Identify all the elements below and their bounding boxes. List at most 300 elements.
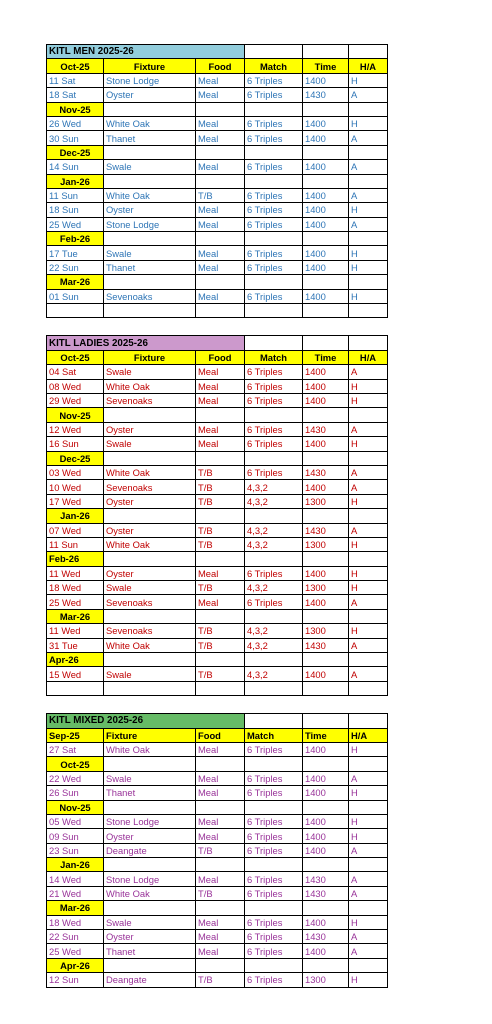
- fixture-fixture-cell: Swale: [104, 771, 196, 785]
- month-row: [47, 800, 388, 814]
- fixture-date-cell: 22 Sun: [47, 260, 104, 274]
- fixture-match-cell: 4,3,2: [245, 537, 303, 551]
- month-label: Jan-26: [47, 858, 104, 872]
- fixture-date-cell: 29 Wed: [47, 393, 104, 407]
- column-header: Match: [245, 59, 303, 73]
- fixture-ha-cell: A: [349, 465, 388, 479]
- fixture-fixture-cell: Stone Lodge: [104, 73, 196, 87]
- fixture-time-cell: 1400: [303, 131, 349, 145]
- fixture-row: [47, 393, 388, 407]
- fixture-match-cell: 6 Triples: [245, 188, 303, 202]
- fixture-food-cell: T/B: [196, 843, 245, 857]
- fixture-time-cell: 1400: [303, 944, 349, 958]
- empty-cell: [349, 653, 388, 667]
- fixture-match-cell: 6 Triples: [245, 246, 303, 260]
- fixture-fixture-cell: White Oak: [104, 465, 196, 479]
- fixture-match-cell: 4,3,2: [245, 667, 303, 681]
- month-row: [47, 145, 388, 159]
- empty-cell: [104, 174, 196, 188]
- fixture-row: [47, 786, 388, 800]
- fixture-ha-cell: H: [349, 116, 388, 130]
- empty-cell: [303, 901, 349, 915]
- fixture-food-cell: Meal: [196, 289, 245, 303]
- empty-cell: [349, 800, 388, 814]
- fixture-ha-cell: H: [349, 814, 388, 828]
- empty-cell: [245, 336, 303, 350]
- fixture-ha-cell: A: [349, 422, 388, 436]
- column-header: Fixture: [104, 728, 196, 742]
- fixture-ha-cell: A: [349, 523, 388, 537]
- fixture-date-cell: 25 Wed: [47, 595, 104, 609]
- fixture-food-cell: T/B: [196, 523, 245, 537]
- fixture-date-cell: 27 Sat: [47, 742, 104, 756]
- fixture-food-cell: Meal: [196, 88, 245, 102]
- fixture-match-cell: 6 Triples: [245, 973, 303, 987]
- fixture-date-cell: 11 Sat: [47, 73, 104, 87]
- month-label: Mar-26: [47, 609, 104, 623]
- empty-cell: [104, 509, 196, 523]
- month-row: [47, 174, 388, 188]
- fixture-match-cell: 6 Triples: [245, 88, 303, 102]
- fixture-food-cell: Meal: [196, 131, 245, 145]
- fixture-match-cell: 6 Triples: [245, 742, 303, 756]
- empty-cell: [196, 757, 245, 771]
- section-gap: [47, 318, 388, 336]
- fixture-fixture-cell: Sevenoaks: [104, 595, 196, 609]
- empty-cell: [303, 232, 349, 246]
- fixture-food-cell: Meal: [196, 217, 245, 231]
- fixture-time-cell: 1400: [303, 203, 349, 217]
- month-row: [47, 858, 388, 872]
- fixture-fixture-cell: Deangate: [104, 973, 196, 987]
- empty-cell: [303, 275, 349, 289]
- fixture-food-cell: Meal: [196, 742, 245, 756]
- empty-cell: [245, 232, 303, 246]
- empty-cell: [303, 451, 349, 465]
- fixture-time-cell: 1400: [303, 843, 349, 857]
- blank-row: [47, 304, 388, 318]
- empty-cell: [196, 552, 245, 566]
- empty-cell: [245, 451, 303, 465]
- fixture-match-cell: 4,3,2: [245, 638, 303, 652]
- empty-cell: [104, 408, 196, 422]
- fixture-time-cell: 1400: [303, 771, 349, 785]
- fixture-time-cell: 1400: [303, 188, 349, 202]
- fixture-row: [47, 814, 388, 828]
- fixture-date-cell: 05 Wed: [47, 814, 104, 828]
- fixture-row: [47, 379, 388, 393]
- month-row: [47, 451, 388, 465]
- fixture-date-cell: 15 Wed: [47, 667, 104, 681]
- empty-cell: [245, 275, 303, 289]
- empty-cell: [245, 552, 303, 566]
- fixture-ha-cell: A: [349, 843, 388, 857]
- fixture-row: [47, 886, 388, 900]
- empty-cell: [196, 408, 245, 422]
- empty-cell: [47, 681, 104, 695]
- fixture-match-cell: 6 Triples: [245, 260, 303, 274]
- fixture-fixture-cell: Oyster: [104, 203, 196, 217]
- fixture-row: [47, 203, 388, 217]
- fixture-row: [47, 116, 388, 130]
- section-title: KITL MIXED 2025-26: [47, 714, 245, 728]
- section-header-row: [47, 350, 388, 364]
- empty-cell: [245, 45, 303, 59]
- fixture-ha-cell: H: [349, 915, 388, 929]
- fixture-time-cell: 1400: [303, 814, 349, 828]
- fixture-food-cell: T/B: [196, 494, 245, 508]
- fixture-time-cell: 1400: [303, 116, 349, 130]
- fixture-sheet: [46, 44, 387, 988]
- blank-row: [47, 681, 388, 695]
- empty-cell: [104, 275, 196, 289]
- empty-cell: [196, 901, 245, 915]
- fixture-match-cell: 6 Triples: [245, 843, 303, 857]
- fixture-date-cell: 31 Tue: [47, 638, 104, 652]
- fixture-food-cell: Meal: [196, 365, 245, 379]
- fixture-ha-cell: H: [349, 203, 388, 217]
- fixture-match-cell: 6 Triples: [245, 872, 303, 886]
- empty-cell: [245, 304, 303, 318]
- empty-cell: [245, 408, 303, 422]
- fixture-food-cell: Meal: [196, 930, 245, 944]
- fixture-match-cell: 6 Triples: [245, 944, 303, 958]
- fixture-row: [47, 915, 388, 929]
- month-label: Feb-26: [47, 552, 104, 566]
- fixture-date-cell: 14 Sun: [47, 160, 104, 174]
- empty-cell: [349, 304, 388, 318]
- fixture-row: [47, 246, 388, 260]
- fixture-match-cell: 6 Triples: [245, 930, 303, 944]
- fixture-ha-cell: H: [349, 379, 388, 393]
- fixture-food-cell: Meal: [196, 829, 245, 843]
- fixture-ha-cell: H: [349, 494, 388, 508]
- fixture-date-cell: 17 Tue: [47, 246, 104, 260]
- fixture-match-cell: 6 Triples: [245, 131, 303, 145]
- fixture-time-cell: 1430: [303, 88, 349, 102]
- fixture-date-cell: 12 Wed: [47, 422, 104, 436]
- fixture-date-cell: 07 Wed: [47, 523, 104, 537]
- fixture-row: [47, 624, 388, 638]
- month-label: Oct-25: [47, 757, 104, 771]
- empty-cell: [349, 451, 388, 465]
- empty-cell: [303, 304, 349, 318]
- section-title-row: [47, 45, 388, 59]
- fixture-ha-cell: A: [349, 886, 388, 900]
- fixture-food-cell: T/B: [196, 581, 245, 595]
- fixture-ha-cell: H: [349, 829, 388, 843]
- fixture-match-cell: 4,3,2: [245, 494, 303, 508]
- month-label: Apr-26: [47, 958, 104, 972]
- month-row: [47, 901, 388, 915]
- fixture-time-cell: 1300: [303, 581, 349, 595]
- empty-cell: [245, 509, 303, 523]
- fixture-ha-cell: H: [349, 289, 388, 303]
- empty-cell: [245, 609, 303, 623]
- fixture-row: [47, 289, 388, 303]
- empty-cell: [349, 145, 388, 159]
- fixture-time-cell: 1430: [303, 872, 349, 886]
- header-month: Sep-25: [47, 728, 104, 742]
- fixture-match-cell: 6 Triples: [245, 393, 303, 407]
- fixture-fixture-cell: Thanet: [104, 786, 196, 800]
- month-row: [47, 653, 388, 667]
- empty-cell: [104, 451, 196, 465]
- fixture-date-cell: 11 Wed: [47, 566, 104, 580]
- fixture-ha-cell: A: [349, 480, 388, 494]
- fixture-food-cell: T/B: [196, 465, 245, 479]
- fixture-time-cell: 1400: [303, 379, 349, 393]
- fixture-match-cell: 4,3,2: [245, 523, 303, 537]
- fixture-fixture-cell: Oyster: [104, 829, 196, 843]
- fixture-time-cell: 1430: [303, 422, 349, 436]
- fixture-date-cell: 17 Wed: [47, 494, 104, 508]
- fixture-time-cell: 1400: [303, 260, 349, 274]
- month-label: Feb-26: [47, 232, 104, 246]
- fixture-date-cell: 03 Wed: [47, 465, 104, 479]
- empty-cell: [245, 858, 303, 872]
- column-header: Match: [245, 350, 303, 364]
- fixture-row: [47, 260, 388, 274]
- empty-cell: [245, 958, 303, 972]
- empty-cell: [104, 102, 196, 116]
- fixture-fixture-cell: Sevenoaks: [104, 480, 196, 494]
- empty-cell: [349, 609, 388, 623]
- month-label: Jan-26: [47, 509, 104, 523]
- empty-cell: [349, 102, 388, 116]
- column-header: Food: [196, 59, 245, 73]
- fixture-food-cell: Meal: [196, 73, 245, 87]
- fixture-food-cell: T/B: [196, 886, 245, 900]
- gap-cell: [47, 318, 388, 336]
- empty-cell: [245, 714, 303, 728]
- fixture-fixture-cell: Swale: [104, 437, 196, 451]
- empty-cell: [303, 609, 349, 623]
- empty-cell: [245, 901, 303, 915]
- empty-cell: [196, 509, 245, 523]
- fixture-match-cell: 6 Triples: [245, 915, 303, 929]
- fixture-date-cell: 14 Wed: [47, 872, 104, 886]
- fixture-time-cell: 1300: [303, 624, 349, 638]
- column-header: Time: [303, 59, 349, 73]
- fixture-food-cell: T/B: [196, 537, 245, 551]
- month-row: [47, 509, 388, 523]
- fixture-time-cell: 1400: [303, 786, 349, 800]
- column-header: Food: [196, 350, 245, 364]
- fixture-food-cell: Meal: [196, 393, 245, 407]
- empty-cell: [303, 958, 349, 972]
- fixture-fixture-cell: Sevenoaks: [104, 393, 196, 407]
- fixture-ha-cell: A: [349, 930, 388, 944]
- fixture-row: [47, 537, 388, 551]
- empty-cell: [303, 408, 349, 422]
- fixture-fixture-cell: Oyster: [104, 494, 196, 508]
- empty-cell: [196, 681, 245, 695]
- fixture-row: [47, 667, 388, 681]
- fixture-row: [47, 437, 388, 451]
- fixture-ha-cell: A: [349, 638, 388, 652]
- fixture-ha-cell: H: [349, 246, 388, 260]
- fixture-fixture-cell: Swale: [104, 915, 196, 929]
- fixture-fixture-cell: Swale: [104, 160, 196, 174]
- fixture-date-cell: 23 Sun: [47, 843, 104, 857]
- empty-cell: [245, 102, 303, 116]
- column-header: Match: [245, 728, 303, 742]
- fixture-time-cell: 1400: [303, 289, 349, 303]
- fixture-fixture-cell: Swale: [104, 365, 196, 379]
- fixture-date-cell: 26 Wed: [47, 116, 104, 130]
- empty-cell: [303, 552, 349, 566]
- empty-cell: [196, 304, 245, 318]
- month-row: [47, 408, 388, 422]
- fixture-fixture-cell: White Oak: [104, 537, 196, 551]
- fixture-row: [47, 160, 388, 174]
- month-label: Mar-26: [47, 275, 104, 289]
- fixture-row: [47, 217, 388, 231]
- fixture-match-cell: 6 Triples: [245, 786, 303, 800]
- empty-cell: [104, 901, 196, 915]
- fixture-fixture-cell: Thanet: [104, 260, 196, 274]
- fixture-ha-cell: H: [349, 73, 388, 87]
- fixture-match-cell: 6 Triples: [245, 365, 303, 379]
- fixture-date-cell: 11 Sun: [47, 188, 104, 202]
- section-title-row: [47, 714, 388, 728]
- month-label: Nov-25: [47, 102, 104, 116]
- empty-cell: [245, 174, 303, 188]
- empty-cell: [196, 145, 245, 159]
- empty-cell: [104, 304, 196, 318]
- fixture-row: [47, 595, 388, 609]
- fixture-food-cell: Meal: [196, 566, 245, 580]
- fixture-row: [47, 480, 388, 494]
- fixture-food-cell: Meal: [196, 246, 245, 260]
- fixture-date-cell: 18 Sat: [47, 88, 104, 102]
- fixture-date-cell: 25 Wed: [47, 217, 104, 231]
- fixture-date-cell: 18 Wed: [47, 581, 104, 595]
- section-header-row: [47, 59, 388, 73]
- empty-cell: [104, 232, 196, 246]
- empty-cell: [349, 174, 388, 188]
- empty-cell: [303, 714, 349, 728]
- fixture-row: [47, 930, 388, 944]
- fixture-date-cell: 11 Sun: [47, 537, 104, 551]
- empty-cell: [104, 145, 196, 159]
- fixture-food-cell: T/B: [196, 973, 245, 987]
- fixture-ha-cell: A: [349, 160, 388, 174]
- fixture-ha-cell: A: [349, 667, 388, 681]
- fixture-fixture-cell: Swale: [104, 246, 196, 260]
- empty-cell: [349, 408, 388, 422]
- column-header: Fixture: [104, 350, 196, 364]
- empty-cell: [196, 232, 245, 246]
- fixture-match-cell: 4,3,2: [245, 480, 303, 494]
- fixture-date-cell: 04 Sat: [47, 365, 104, 379]
- empty-cell: [104, 800, 196, 814]
- fixture-food-cell: Meal: [196, 160, 245, 174]
- empty-cell: [196, 174, 245, 188]
- fixture-row: [47, 523, 388, 537]
- fixture-match-cell: 6 Triples: [245, 160, 303, 174]
- column-header: Time: [303, 728, 349, 742]
- empty-cell: [303, 800, 349, 814]
- empty-cell: [349, 858, 388, 872]
- fixture-match-cell: 4,3,2: [245, 624, 303, 638]
- fixture-ha-cell: H: [349, 260, 388, 274]
- empty-cell: [349, 232, 388, 246]
- fixture-date-cell: 16 Sun: [47, 437, 104, 451]
- fixture-fixture-cell: Sevenoaks: [104, 289, 196, 303]
- column-header: H/A: [349, 59, 388, 73]
- fixture-match-cell: 6 Triples: [245, 886, 303, 900]
- fixture-ha-cell: H: [349, 786, 388, 800]
- fixture-row: [47, 494, 388, 508]
- fixture-time-cell: 1400: [303, 160, 349, 174]
- fixture-food-cell: Meal: [196, 437, 245, 451]
- fixture-time-cell: 1430: [303, 523, 349, 537]
- empty-cell: [245, 681, 303, 695]
- fixture-fixture-cell: Swale: [104, 667, 196, 681]
- empty-cell: [196, 102, 245, 116]
- empty-cell: [245, 145, 303, 159]
- empty-cell: [303, 653, 349, 667]
- fixture-fixture-cell: Stone Lodge: [104, 814, 196, 828]
- fixture-food-cell: Meal: [196, 422, 245, 436]
- empty-cell: [303, 45, 349, 59]
- month-row: [47, 757, 388, 771]
- fixture-ha-cell: H: [349, 393, 388, 407]
- fixture-date-cell: 26 Sun: [47, 786, 104, 800]
- fixture-time-cell: 1300: [303, 537, 349, 551]
- fixture-ha-cell: A: [349, 944, 388, 958]
- fixture-date-cell: 11 Wed: [47, 624, 104, 638]
- fixture-time-cell: 1300: [303, 494, 349, 508]
- fixture-fixture-cell: Oyster: [104, 88, 196, 102]
- fixture-row: [47, 131, 388, 145]
- fixture-food-cell: Meal: [196, 872, 245, 886]
- fixture-fixture-cell: Oyster: [104, 930, 196, 944]
- fixture-fixture-cell: Sevenoaks: [104, 624, 196, 638]
- empty-cell: [303, 681, 349, 695]
- fixture-ha-cell: H: [349, 537, 388, 551]
- fixture-fixture-cell: Stone Lodge: [104, 872, 196, 886]
- fixture-ha-cell: A: [349, 188, 388, 202]
- header-month: Oct-25: [47, 59, 104, 73]
- fixture-fixture-cell: White Oak: [104, 742, 196, 756]
- fixture-match-cell: 6 Triples: [245, 437, 303, 451]
- fixture-date-cell: 18 Sun: [47, 203, 104, 217]
- fixture-food-cell: Meal: [196, 814, 245, 828]
- empty-cell: [303, 757, 349, 771]
- month-label: Nov-25: [47, 800, 104, 814]
- fixture-row: [47, 188, 388, 202]
- fixture-ha-cell: A: [349, 217, 388, 231]
- fixture-food-cell: Meal: [196, 944, 245, 958]
- fixture-row: [47, 566, 388, 580]
- empty-cell: [104, 609, 196, 623]
- month-label: Dec-25: [47, 145, 104, 159]
- empty-cell: [104, 858, 196, 872]
- fixture-fixture-cell: Thanet: [104, 131, 196, 145]
- empty-cell: [303, 858, 349, 872]
- fixture-time-cell: 1400: [303, 217, 349, 231]
- month-row: [47, 102, 388, 116]
- fixture-date-cell: 10 Wed: [47, 480, 104, 494]
- fixture-ha-cell: H: [349, 624, 388, 638]
- gap-cell: [47, 696, 388, 714]
- month-label: Dec-25: [47, 451, 104, 465]
- fixture-time-cell: 1400: [303, 365, 349, 379]
- fixture-date-cell: 22 Sun: [47, 930, 104, 944]
